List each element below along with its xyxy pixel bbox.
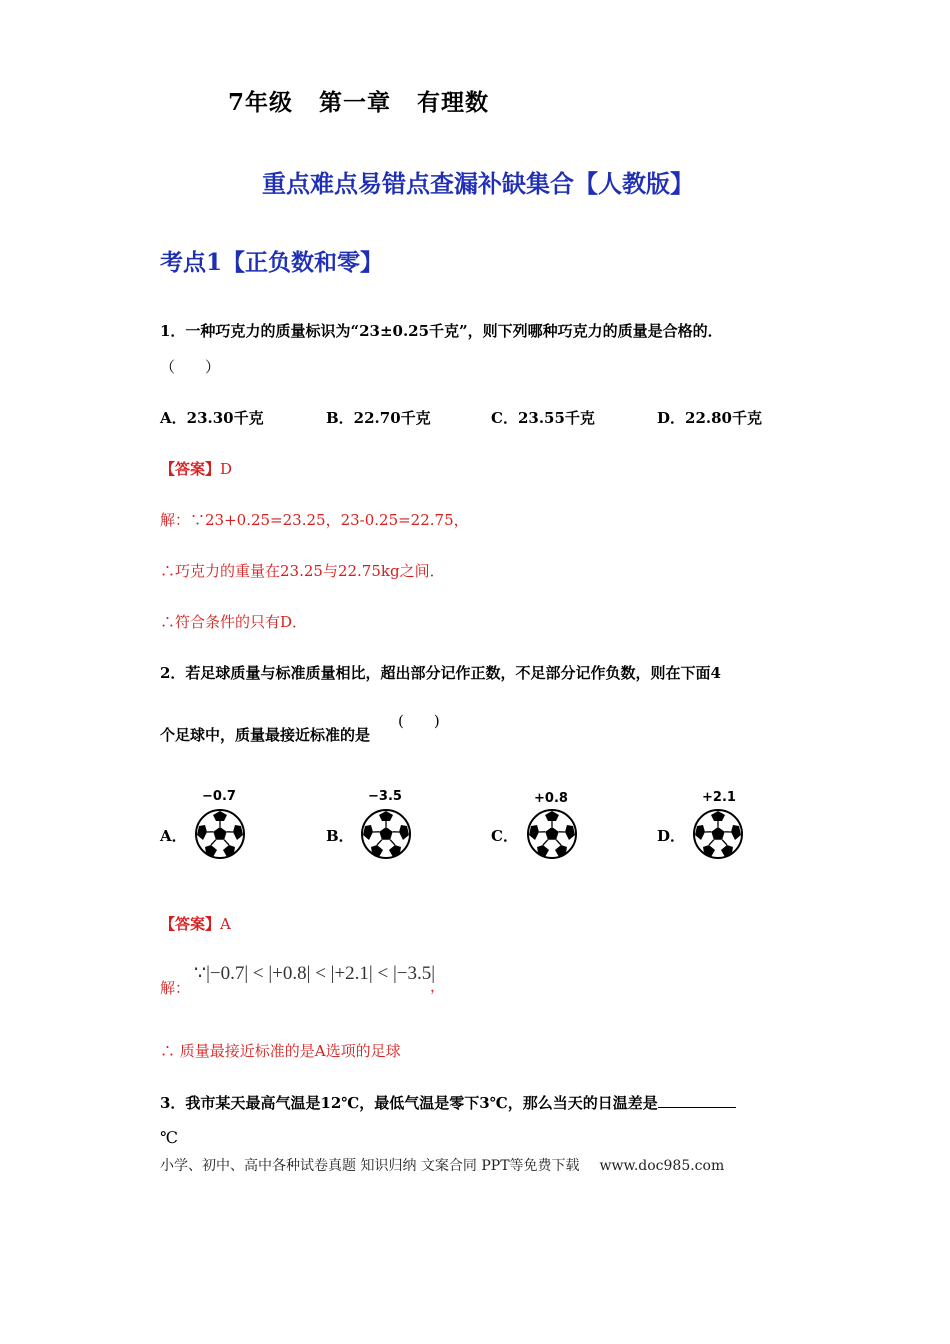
q1-solution-line-3: ∴符合条件的只有D． bbox=[160, 613, 308, 631]
q2-option-a-letter: A． bbox=[160, 827, 187, 845]
page-footer bbox=[160, 1155, 724, 1175]
q2-answer bbox=[160, 913, 231, 934]
grade-label: 7年级 bbox=[228, 89, 294, 116]
answer-value: D bbox=[220, 460, 233, 478]
q1-paren: （ ） bbox=[160, 358, 221, 376]
q2-solution-comma: ， bbox=[430, 977, 446, 995]
answer-value: A bbox=[220, 915, 231, 933]
q1-solution-line-2: ∴巧克力的重量在23.25与22.75kg之间． bbox=[160, 562, 445, 580]
answer-tag: 【答案】 bbox=[160, 460, 221, 478]
q2-solution-prefix: 解： bbox=[160, 979, 191, 997]
q2-option-d-value: +2.1 bbox=[702, 790, 736, 805]
document-subtitle: 重点难点易错点查漏补缺集合【人教版】 bbox=[262, 169, 694, 198]
q2-option-b-letter: B． bbox=[326, 827, 354, 845]
footer-text: 小学、初中、高中各种试卷真题 知识归纳 文案合同 PPT等免费下载 bbox=[160, 1158, 580, 1174]
soccer-ball-icon bbox=[690, 806, 746, 862]
q1-option-a: A．23.30千克 bbox=[160, 409, 264, 427]
soccer-ball-icon bbox=[358, 806, 414, 862]
topic-label: 有理数 bbox=[417, 89, 490, 116]
q2-option-c-value: +0.8 bbox=[534, 791, 568, 806]
q1-stem: 1．一种巧克力的质量标识为“23±0.25千克”，则下列哪种巧克力的质量是合格的． bbox=[160, 322, 723, 340]
q2-solution-inequality: ∵|−0.7| < |+0.8| < |+2.1| < |−3.5| bbox=[194, 963, 436, 984]
section-title: 考点1【正负数和零】 bbox=[160, 249, 384, 276]
footer-url[interactable]: www.doc985.com bbox=[599, 1158, 725, 1174]
q1-option-b: B．22.70千克 bbox=[326, 409, 431, 427]
q2-option-d-letter: D． bbox=[657, 827, 686, 845]
q2-stem-line-2: 个足球中，质量最接近标准的是 bbox=[160, 726, 371, 744]
soccer-ball-icon bbox=[524, 806, 580, 862]
q2-option-c-letter: C． bbox=[491, 827, 518, 845]
q3-stem bbox=[160, 1092, 736, 1113]
q3-unit: ℃ bbox=[160, 1128, 178, 1147]
answer-tag: 【答案】 bbox=[160, 915, 221, 933]
q2-solution-line-2: ∴ 质量最接近标准的是A选项的足球 bbox=[160, 1042, 401, 1060]
q2-option-b-value: −3.5 bbox=[368, 789, 402, 804]
q1-option-c: C．23.55千克 bbox=[491, 409, 595, 427]
q1-option-d: D．22.80千克 bbox=[657, 409, 762, 427]
soccer-ball-icon bbox=[192, 806, 248, 862]
chapter-label: 第一章 bbox=[319, 89, 392, 116]
answer-blank[interactable] bbox=[658, 1093, 736, 1108]
q1-solution-line-1: 解：∵23+0.25=23.25，23-0.25=22.75， bbox=[160, 511, 469, 529]
page-heading bbox=[228, 84, 515, 117]
q2-stem-line-1: 2．若足球质量与标准质量相比，超出部分记作正数，不足部分记作负数，则在下面4 bbox=[160, 664, 721, 682]
q2-option-a-value: −0.7 bbox=[202, 789, 236, 804]
q3-stem-text: 3．我市某天最高气温是12℃，最低气温是零下3℃，那么当天的日温差是 bbox=[160, 1094, 658, 1112]
q2-paren: ( ) bbox=[398, 712, 440, 730]
q1-answer bbox=[160, 458, 232, 479]
